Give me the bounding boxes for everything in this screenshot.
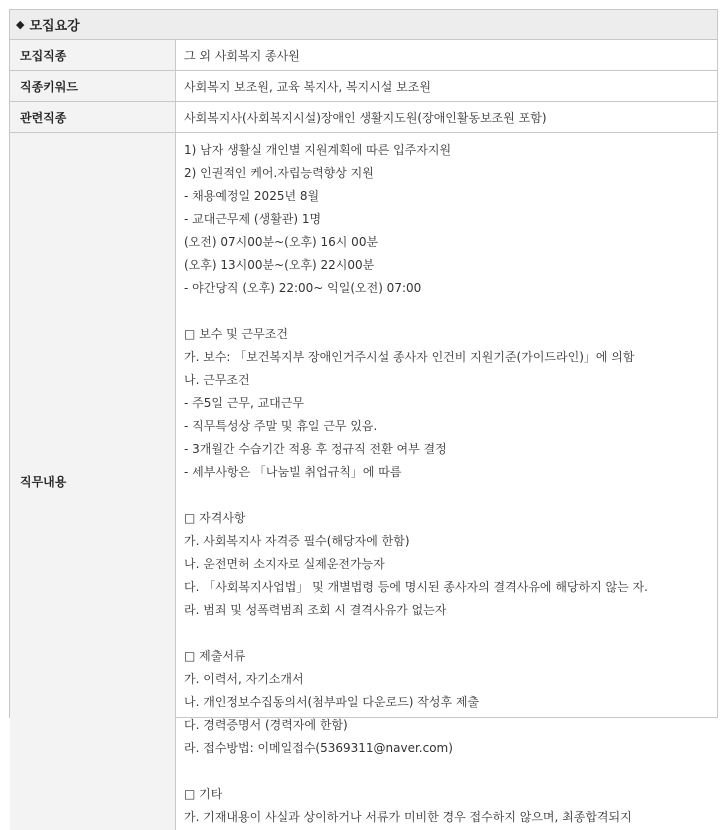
duty-line: (오전) 07시00분~(오후) 16시 00분 [184, 231, 716, 254]
duty-line: (오후) 13시00분~(오후) 22시00분 [184, 254, 716, 277]
duty-value [176, 133, 718, 830]
duty-line: 가. 사회복지사 자격증 필수(해당자에 한함) [184, 530, 716, 553]
recruitment-requirements-panel [9, 9, 718, 718]
table-row [10, 102, 717, 133]
duty-line: - 주5일 근무, 교대근무 [184, 392, 716, 415]
duty-line: - 직무특성상 주말 및 휴일 근무 있음. [184, 415, 716, 438]
row-label: 모집직종 [10, 40, 176, 71]
duty-line: 라. 접수방법: 이메일접수(5369311@naver.com) [184, 737, 716, 760]
row-value: 사회복지 보조원, 교육 복지사, 복지시설 보조원 [176, 71, 718, 102]
duty-line: □ 기타 [184, 783, 716, 806]
table-row [10, 40, 717, 71]
duty-line [184, 760, 716, 783]
section-title: 모집요강 [29, 15, 79, 34]
duty-line: - 세부사항은 「나눔빌 취업규칙」에 따름 [184, 461, 716, 484]
table-row-duty [10, 133, 717, 830]
duty-line: - 야간당직 (오후) 22:00~ 익일(오전) 07:00 [184, 277, 716, 300]
duty-line: - 3개월간 수습기간 적용 후 정규직 전환 여부 결정 [184, 438, 716, 461]
duty-line: 라. 범죄 및 성폭력범죄 조회 시 결격사유가 없는자 [184, 599, 716, 622]
duty-line: 다. 「사회복지사업법」 및 개별법령 등에 명시된 종사자의 결격사유에 해당하지 않는 자. [184, 576, 716, 599]
section-header [10, 10, 717, 40]
duty-line: 나. 근무조건 [184, 369, 716, 392]
duty-line: 가. 기재내용이 사실과 상이하거나 서류가 미비한 경우 접수하지 않으며, 최종합격되지 [184, 806, 716, 829]
duty-line [184, 622, 716, 645]
row-value: 사회복지사(사회복지시설)장애인 생활지도원(장애인활동보조원 포함) [176, 102, 718, 133]
diamond-bullet-icon: ◆ [16, 18, 24, 31]
duty-label: 직무내용 [10, 133, 176, 830]
duty-line: 다. 경력증명서 (경력자에 한함) [184, 714, 716, 737]
duty-line: - 교대근무제 (생활관) 1명 [184, 208, 716, 231]
duty-line: □ 보수 및 근무조건 [184, 323, 716, 346]
requirements-table [10, 40, 717, 830]
duty-content [184, 134, 716, 829]
table-row [10, 71, 717, 102]
duty-line: □ 자격사항 [184, 507, 716, 530]
duty-line: 1) 남자 생활실 개인별 지원계획에 따른 입주자지원 [184, 139, 716, 162]
duty-line: 가. 이력서, 자기소개서 [184, 668, 716, 691]
duty-line [184, 484, 716, 507]
duty-line: 2) 인권적인 케어.자립능력향상 지원 [184, 162, 716, 185]
duty-line: □ 제출서류 [184, 645, 716, 668]
duty-line [184, 300, 716, 323]
duty-line: 나. 개인정보수집동의서(첨부파일 다운로드) 작성후 제출 [184, 691, 716, 714]
duty-line: 나. 운전면허 소지자로 실제운전가능자 [184, 553, 716, 576]
row-label: 직종키워드 [10, 71, 176, 102]
row-label: 관련직종 [10, 102, 176, 133]
duty-line: - 채용예정일 2025년 8월 [184, 185, 716, 208]
row-value: 그 외 사회복지 종사원 [176, 40, 718, 71]
duty-line: 가. 보수: 「보건복지부 장애인거주시설 종사자 인건비 지원기준(가이드라인)」에 의함 [184, 346, 716, 369]
